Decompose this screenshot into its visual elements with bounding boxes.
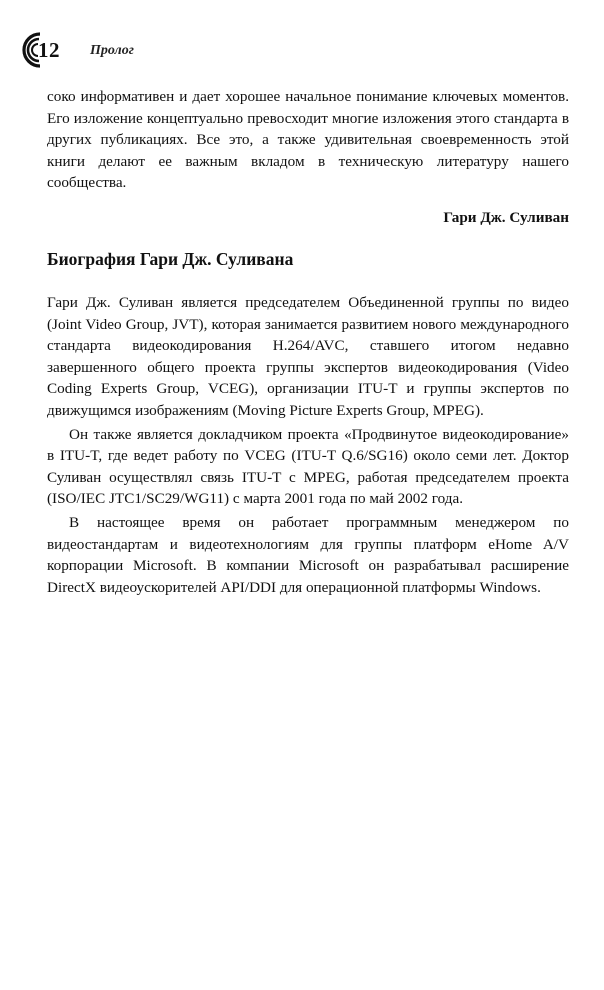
signature: Гари Дж. Суливан	[443, 208, 569, 226]
section-heading: Биография Гари Дж. Суливана	[47, 248, 294, 269]
bio-paragraph: Гари Дж. Суливан является председателем Объединенной группы по видео (Joint Video Group, JVT), которая занимается развитием нового международного стандарта видеокодирования H.264/AVC, ставшего итогом недавно завершенного общего проекта группы экспертов видеокодирования (Video Coding Experts Group, VCEG), организации ITU-T и группы экспертов по движущимся изображениям (Moving Picture Experts Group, MPEG).	[47, 293, 569, 419]
page-header	[18, 30, 318, 70]
page-number: 12	[38, 38, 60, 62]
intro-paragraph: соко информативен и дает хорошее начальное понимание ключевых моментов. Его изложение концептуально превосходит многие изложения этого стандарта в других публикациях. Все это, а также удивительная своевременность этой книги делают ее важным вкладом в техническую литературу нашего сообщества.	[47, 88, 569, 192]
running-head: Пролог	[90, 43, 134, 58]
page-content	[47, 86, 569, 598]
bio-paragraph: Он также является докладчиком проекта «Продвинутое видеокодирование» в ITU-T, где ведет работу по VCEG (ITU-T Q.6/SG16) около семи лет. Доктор Суливан осуществлял связь ITU-T с MPEG, работая председателем проекта (ISO/IEC JTC1/SC29/WG11) с марта 2001 года по май 2002 года.	[47, 425, 569, 508]
bio-paragraph: В настоящее время он работает программным менеджером по видеостандартам и видеотехнологиям для группы платформ eHome A/V корпорации Microsoft. В компании Microsoft он разрабатывал расширение DirectX видеоускорителей API/DDI для операционной платформы Windows.	[47, 513, 569, 596]
